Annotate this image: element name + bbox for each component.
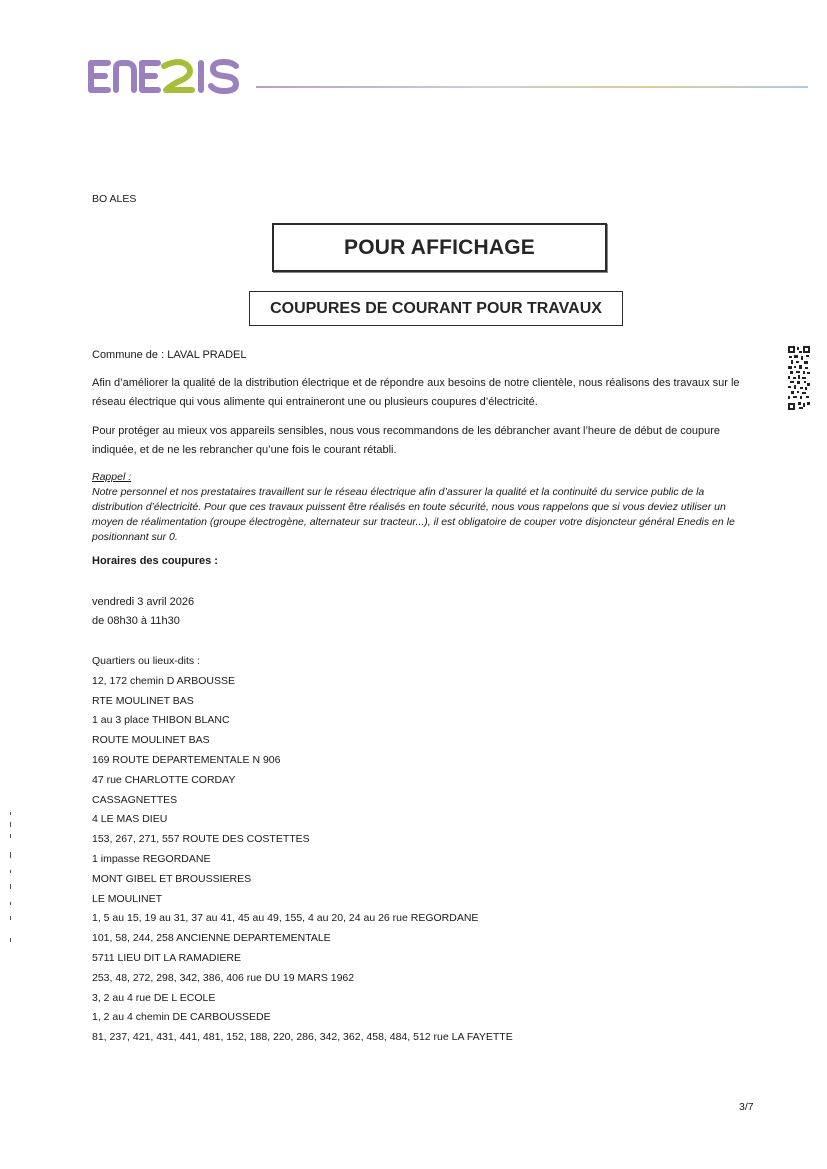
list-item: RTE MOULINET BAS [92, 694, 194, 707]
schedule-block [92, 593, 194, 631]
places-list [92, 652, 513, 1048]
list-item: 3, 2 au 4 rue DE L ECOLE [92, 991, 216, 1004]
list-item: ROUTE MOULINET BAS [92, 734, 210, 747]
list-item: 1 au 3 place THIBON BLANC [92, 714, 230, 727]
commune-line: Commune de : LAVAL PRADEL [92, 349, 247, 361]
list-item: 101, 58, 244, 258 ANCIENNE DEPARTEMENTALE [92, 932, 331, 945]
schedule-date: vendredi 3 avril 2026 [92, 596, 195, 608]
rappel-title: Rappel : [92, 471, 132, 483]
enedis-logo [86, 54, 246, 98]
list-item: 153, 267, 271, 557 ROUTE DES COSTETTES [92, 833, 310, 846]
schedule-heading: Horaires des coupures : [92, 555, 218, 567]
advice-paragraph: Pour protéger au mieux vos appareils sensibles, nous vous recommandons de les débrancher avant l’heure de début de coupure indiquée, et de ne les rebrancher qu’une fois le courant rétabli. [92, 425, 720, 456]
list-item: 253, 48, 272, 298, 342, 386, 406 rue DU 19 MARS 1962 [92, 971, 355, 984]
rappel-text: Notre personnel et nos prestataires travaillent sur le réseau électrique afin d’assurer la qualité et la continuité du service public de la distribution d’électricité. Pour que ces travaux puissent être réalisés en toute sécurité, nous vous rappelons que si vous deviez utiliser un moyen de réalimentation (groupe électrogène, alternateur sur tracteur...), il est obligatoire de couper votre disjoncteur général Enedis en le positionnant sur 0. [92, 486, 735, 543]
scan-marks [8, 812, 14, 946]
list-item: 12, 172 chemin D ARBOUSSE [92, 674, 235, 687]
rappel-block [92, 470, 752, 545]
page-title: POUR AFFICHAGE [272, 223, 607, 272]
intro-paragraph: Afin d’améliorer la qualité de la distribution électrique et de répondre aux besoins de notre clientèle, nous réalisons des travaux sur le réseau électrique qui vous alimente qui entraineront une ou plusieurs coupures d’électricité. [92, 377, 740, 408]
sender-label: BO ALES [92, 193, 137, 205]
qr-code-icon [788, 346, 810, 410]
list-item: 4 LE MAS DIEU [92, 813, 168, 826]
list-item: LE MOULINET [92, 892, 163, 905]
list-item: MONT GIBEL ET BROUSSIERES [92, 872, 252, 885]
list-item: 1 impasse REGORDANE [92, 852, 211, 865]
list-item: 1, 2 au 4 chemin DE CARBOUSSEDE [92, 1011, 271, 1024]
places-heading: Quartiers ou lieux-dits : [92, 655, 200, 667]
list-item: 1, 5 au 15, 19 au 31, 37 au 41, 45 au 49, 155, 4 au 20, 24 au 26 rue REGORDANE [92, 912, 479, 925]
schedule-time: de 08h30 à 11h30 [92, 615, 180, 627]
list-item: 47 rue CHARLOTTE CORDAY [92, 773, 236, 786]
list-item: 5711 LIEU DIT LA RAMADIERE [92, 951, 242, 964]
page-subtitle: COUPURES DE COURANT POUR TRAVAUX [249, 291, 623, 326]
list-item: 169 ROUTE DEPARTEMENTALE N 906 [92, 753, 281, 766]
header-divider [256, 86, 808, 88]
list-item: 81, 237, 421, 431, 441, 481, 152, 188, 220, 286, 342, 362, 458, 484, 512 rue LA FAYETTE [92, 1031, 513, 1044]
list-item: CASSAGNETTES [92, 793, 178, 806]
page-number: 3/7 [739, 1101, 754, 1113]
